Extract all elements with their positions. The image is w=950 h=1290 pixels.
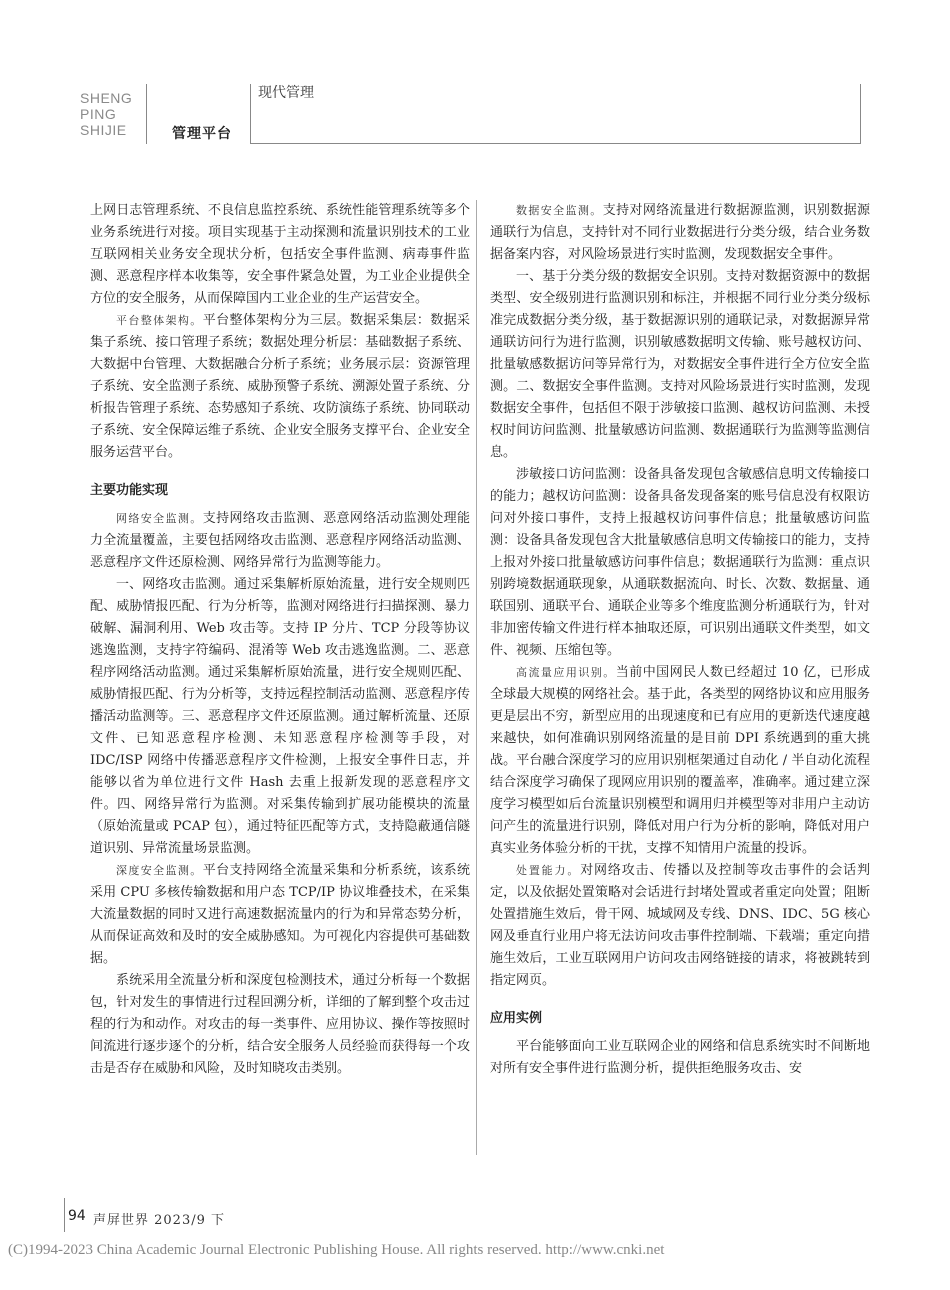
- page-number: 94: [68, 1208, 86, 1224]
- journal-logo: [80, 90, 132, 138]
- left-column: [90, 200, 470, 1080]
- right-paragraph-5: 处置能力。对网络攻击、传播以及控制等攻击事件的会话判定，以及依据处置策略对会话进行封堵处置或者重定向处置；阻断处置措施生效后，骨干网、城域网及专线、DNS、IDC、5G 核心网及垂直行业用户将无法访问攻击事件控制端、下载端；重定向措施生效后，工业互联网用户访问攻击网络链接的请求，将被跳转到指定网页。: [490, 863, 870, 988]
- heading-main-functions: 主要功能实现: [90, 483, 169, 498]
- column-divider: [476, 200, 477, 1155]
- left-paragraph-3: 网络安全监测。支持网络攻击监测、恶意网络活动监测处理能力全流量覆盖，主要包括网络攻击监测、恶意程序网络活动监测、恶意程序文件还原检测、网络异常行为监测等能力。: [90, 511, 470, 570]
- journal-issue: 声屏世界 2023/9 下: [93, 1213, 225, 1228]
- header-rule: [250, 143, 860, 144]
- header-divider-2: [250, 84, 251, 144]
- header-divider-3: [860, 84, 861, 144]
- lead-platform-architecture: 平台整体架构。: [116, 314, 203, 327]
- right-paragraph-3: 涉敏接口访问监测：设备具备发现包含敏感信息明文传输接口的能力；越权访问监测：设备具备发现备案的账号信息没有权限访问对外接口事件，支持上报越权访问事件信息；批量敏感访问监测：设备具备发现包含大批量敏感信息明文传输接口的能力，支持上报对外接口批量敏感访问事件信息；数据通联行为监测：重点识别跨境数据通联现象，从通联数据流向、时长、次数、数据量、通联国别、通联平台、通联企业等多个维度监测分析通联行为，针对非加密传输文件进行样本抽取还原，可识别出通联文件类型，如文件、视频、压缩包等。: [490, 467, 870, 658]
- right-paragraph-1: 数据安全监测。支持对网络流量进行数据源监测，识别数据源通联行为信息，支持针对不同行业数据进行分类分级，结合业务数据备案内容，对风险场景进行实时监测，发现数据安全事件。: [490, 203, 870, 262]
- lead-network-monitoring: 网络安全监测。: [116, 512, 203, 525]
- lead-data-security: 数据安全监测。: [516, 204, 603, 217]
- logo-line-1: SHENG: [80, 90, 133, 106]
- left-paragraph-6: 系统采用全流量分析和深度包检测技术，通过分析每一个数据包，针对发生的事情进行过程回溯分析，详细的了解到整个攻击过程的行为和动作。对攻击的每一类事件、应用协议、操作等按照时间流进行逐步逐个的分析，结合安全服务人员经验而获得每一个攻击是否存在威胁和风险，及时知晓攻击类别。: [90, 973, 470, 1076]
- left-paragraph-2: 平台整体架构。平台整体架构分为三层。数据采集层：数据采集子系统、接口管理子系统；数据处理分析层：基础数据子系统、大数据中台管理、大数据融合分析子系统；业务展示层：资源管理子系统、安全监测子系统、威胁预警子系统、溯源处置子系统、分析报告管理子系统、态势感知子系统、攻防演练子系统、协同联动子系统、安全保障运维子系统、企业安全服务支撑平台、企业安全服务运营平台。: [90, 313, 470, 460]
- left-paragraph-1: 上网日志管理系统、不良信息监控系统、系统性能管理系统等多个业务系统进行对接。项目实现基于主动探测和流量识别技术的工业互联网相关业务安全现状分析，包括安全事件监测、病毒事件监测、恶意程序样本收集等，安全事件紧急处置，为工业企业提供全方位的安全服务，从而保障国内工业企业的生产运营安全。: [90, 203, 470, 306]
- logo-line-3: SHIJIE: [80, 122, 127, 138]
- heading-application-example: 应用实例: [490, 1011, 543, 1026]
- header-divider-1: [146, 84, 147, 144]
- right-paragraph-2: 一、基于分类分级的数据安全识别。支持对数据资源中的数据类型、安全级别进行监测识别和标注，并根据不同行业分类分级标准完成数据分类分级，基于数据源识别的通联记录，对数据源异常通联访问行为进行监测，识别敏感数据明文传输、账号越权访问、批量敏感数据访问等异常行为，对数据安全事件进行全方位安全监测。二、数据安全事件监测。支持对风险场景进行实时监测，发现数据安全事件，包括但不限于涉敏接口监测、越权访问监测、未授权时间访问监测、批量敏感访问监测、数据通联行为监测等监测信息。: [490, 269, 870, 460]
- section-title: 现代管理: [258, 85, 314, 101]
- lead-app-identification: 高流量应用识别。: [516, 666, 616, 679]
- left-paragraph-4: 一、网络攻击监测。通过采集解析原始流量，进行安全规则匹配、威胁情报匹配、行为分析等，监测对网络进行扫描探测、暴力破解、漏洞利用、Web 攻击等。支持 IP 分片、TCP 分段等协议逃逸监测，支持字符编码、混淆等 Web 攻击逃逸监测。二、恶意程序网络活动监测。通过采集解析原始流量，进行安全规则匹配、威胁情报匹配、行为分析等，支持远程控制活动监测、恶意程序传播活动监测等。三、恶意程序文件还原监测。通过解析流量、还原文件、已知恶意程序检测、未知恶意程序检测等手段，对 IDC/ISP 网络中传播恶意程序文件检测，上报安全事件日志，并能够以省为单位进行文件 Hash 去重上报新发现的恶意程序文件。四、网络异常行为监测。对采集传输到扩展功能模块的流量（原始流量或 PCAP 包），通过特征匹配等方式，支持隐蔽通信隧道识别、异常流量场景监测。: [90, 577, 470, 856]
- right-paragraph-6: 平台能够面向工业互联网企业的网络和信息系统实时不间断地对所有安全事件进行监测分析，提供拒绝服务攻击、安: [490, 1039, 870, 1076]
- right-paragraph-4: 高流量应用识别。当前中国网民人数已经超过 10 亿，已形成全球最大规模的网络社会。基于此，各类型的网络协议和应用服务更是层出不穷，新型应用的出现速度和已有应用的更新迭代速度越来越快，如何准确识别网络流量的是目前 DPI 系统遇到的重大挑战。平台融合深度学习的应用识别框架通过自动化 / 半自动化流程结合深度学习确保了现网应用识别的覆盖率，准确率。通过建立深度学习模型如后台流量识别模型和调用归并模型等对非用户主动访问产生的流量进行识别，降低对用户行为分析的影响，降低对用户真实业务体验分析的干扰，支撑不知情用户流量的投诉。: [490, 665, 870, 856]
- copyright-notice: (C)1994-2023 China Academic Journal Electronic Publishing House. All rights reserved. http://www.cnki.net: [8, 1242, 665, 1258]
- column-title: 管理平台: [172, 126, 232, 142]
- logo-line-2: PING: [80, 106, 117, 122]
- left-paragraph-5: 深度安全监测。平台支持网络全流量采集和分析系统，该系统采用 CPU 多核传输数据和用户态 TCP/IP 协议堆叠技术，在采集大流量数据的同时又进行高速数据流量内的行为和异常态势分析，从而保证高效和及时的安全威胁感知。为可视化内容提供可基础数据。: [90, 863, 470, 966]
- footer-divider: [64, 1198, 65, 1232]
- lead-deep-monitoring: 深度安全监测。: [116, 864, 203, 877]
- lead-disposal: 处置能力。: [516, 864, 581, 877]
- right-column: [490, 200, 870, 1080]
